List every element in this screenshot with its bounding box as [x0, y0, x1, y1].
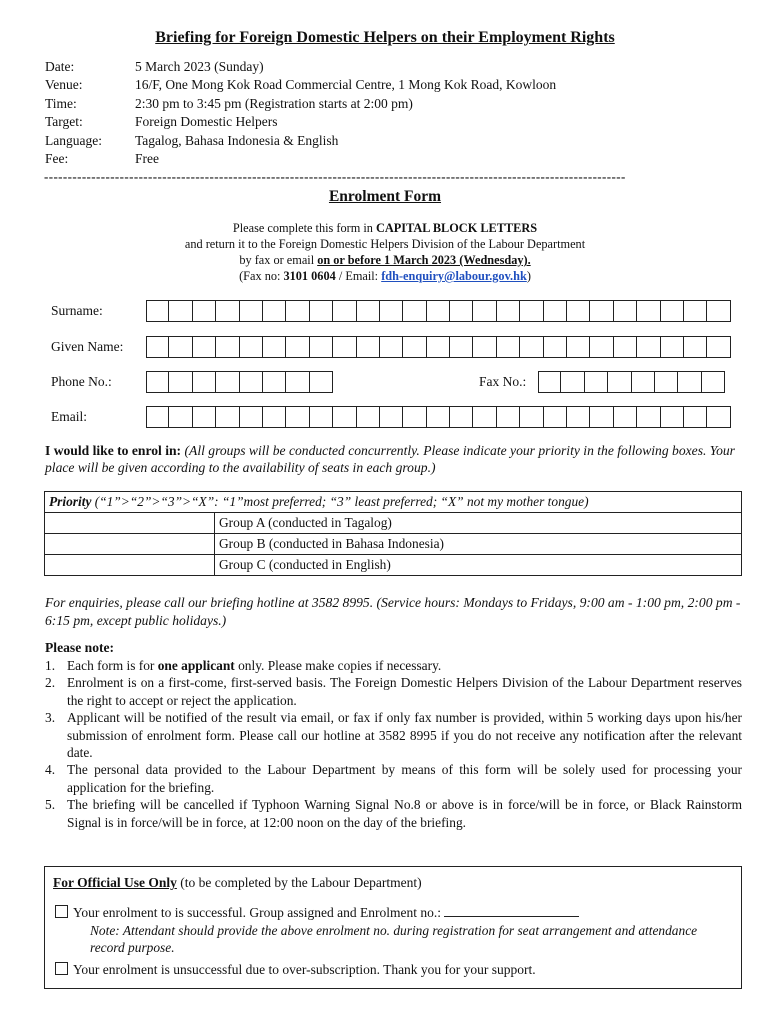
char-box[interactable] [632, 371, 655, 393]
group-label: Group A (conducted in Tagalog) [215, 513, 742, 534]
char-box[interactable] [520, 300, 543, 322]
char-box[interactable] [544, 406, 567, 428]
surname-input-boxes[interactable] [146, 300, 731, 322]
char-box[interactable] [216, 300, 239, 322]
given-name-label: Given Name: [51, 339, 124, 354]
priority-header [45, 492, 742, 513]
surname-label: Surname: [51, 303, 103, 318]
char-box[interactable] [427, 406, 450, 428]
note-text: Applicant will be notified of the result via email, or fax if only fax number is provided, within 5 working days upon his/her submission of enrolment form. Please call our hotline at 3582 8995 if you do not receive any notification after the relevant date. [67, 710, 742, 761]
notes-list [45, 657, 742, 831]
char-box[interactable] [193, 300, 216, 322]
instr-bold: CAPITAL BLOCK LETTERS [376, 221, 538, 235]
char-box[interactable] [310, 336, 333, 358]
char-box[interactable] [473, 336, 496, 358]
char-box[interactable] [450, 336, 473, 358]
instr-text: Please complete this form in [232, 221, 377, 235]
char-box[interactable] [684, 406, 707, 428]
info-label: Time: [45, 95, 77, 111]
enrolment-no-blank[interactable] [444, 904, 579, 917]
char-box[interactable] [333, 300, 356, 322]
char-box[interactable] [263, 300, 286, 322]
char-box[interactable] [357, 300, 380, 322]
email-link[interactable]: fdh-enquiry@labour.gov.hk [381, 269, 527, 283]
char-box[interactable] [216, 371, 239, 393]
instr-text: (Fax no: [239, 269, 284, 283]
priority-row [45, 513, 742, 534]
char-box[interactable] [497, 300, 520, 322]
info-value: Tagalog, Bahasa Indonesia & English [135, 132, 339, 148]
notes-title: Please note: [45, 640, 115, 655]
char-box[interactable] [357, 336, 380, 358]
char-box[interactable] [193, 336, 216, 358]
instr-text: / Email: [335, 269, 382, 283]
note-item [45, 796, 742, 831]
char-box[interactable] [357, 406, 380, 428]
official-title-text: For Official Use Only [53, 875, 177, 890]
char-box[interactable] [614, 300, 637, 322]
info-value: Foreign Domestic Helpers [135, 114, 278, 130]
note-number: 3. [45, 710, 56, 726]
priority-row [45, 534, 742, 555]
char-box[interactable] [590, 300, 613, 322]
priority-input-cell[interactable] [45, 555, 215, 576]
char-box[interactable] [544, 336, 567, 358]
char-box[interactable] [380, 300, 403, 322]
char-box[interactable] [333, 406, 356, 428]
note-text [67, 657, 742, 674]
char-box[interactable] [473, 300, 496, 322]
char-box[interactable] [497, 406, 520, 428]
char-box[interactable] [427, 336, 450, 358]
attendant-note: Note: Attendant should provide the above enrolment no. during registration for seat arrangement and attendance record purpose. [90, 923, 698, 955]
char-box[interactable] [637, 300, 660, 322]
char-box[interactable] [240, 406, 263, 428]
note-item [45, 761, 742, 796]
success-text: Your enrolment to is successful. Group assigned and Enrolment no.: [73, 905, 445, 920]
unsuccessful-checkbox[interactable] [55, 962, 68, 975]
info-label: Target: [45, 114, 83, 130]
note-text: The briefing will be cancelled if Typhoon Warning Signal No.8 or above is in force/will be in force, or Black Rainstorm Signal is in force/will be in force, at 12:00 noon on the day of the briefing. [67, 797, 742, 830]
note-item [45, 674, 742, 709]
info-label: Language: [45, 132, 102, 148]
priority-header-row [45, 492, 742, 513]
char-box[interactable] [146, 336, 169, 358]
instr-text: ) [526, 269, 531, 283]
char-box[interactable] [310, 406, 333, 428]
char-box[interactable] [497, 336, 520, 358]
enrol-lead: I would like to enrol in: [45, 443, 182, 458]
char-box[interactable] [678, 371, 701, 393]
note-number: 1. [45, 658, 56, 673]
char-box[interactable] [380, 406, 403, 428]
instr-text: by fax or email [239, 253, 318, 267]
char-box[interactable] [684, 336, 707, 358]
char-box[interactable] [240, 371, 263, 393]
char-box[interactable] [216, 336, 239, 358]
char-box[interactable] [450, 406, 473, 428]
char-box[interactable] [286, 371, 309, 393]
char-box[interactable] [263, 406, 286, 428]
info-row-date [45, 58, 556, 76]
info-value: 2:30 pm to 3:45 pm (Registration starts at 2:00 pm) [135, 95, 413, 111]
char-box[interactable] [263, 371, 286, 393]
note-item [45, 709, 742, 761]
char-box[interactable] [614, 336, 637, 358]
given-name-input-boxes[interactable] [146, 336, 731, 358]
char-box[interactable] [661, 336, 684, 358]
priority-input-cell[interactable] [45, 534, 215, 555]
page-title: Briefing for Foreign Domestic Helpers on their Employment Rights [155, 29, 615, 46]
char-box[interactable] [590, 336, 613, 358]
char-box[interactable] [614, 406, 637, 428]
form-instructions [0, 220, 770, 284]
char-box[interactable] [310, 371, 333, 393]
form-title: Enrolment Form [328, 188, 442, 205]
email-label: Email: [51, 409, 87, 424]
char-box[interactable] [403, 300, 426, 322]
char-box[interactable] [169, 371, 192, 393]
enrol-text: (All groups will be conducted concurrently. Please indicate your priority in the following boxes. Your place will be given according to the availability of seats in each group.) [45, 443, 735, 475]
char-box[interactable] [169, 336, 192, 358]
char-box[interactable] [655, 371, 678, 393]
char-box[interactable] [169, 406, 192, 428]
info-row-fee [45, 150, 556, 168]
char-box[interactable] [146, 406, 169, 428]
char-box[interactable] [286, 406, 309, 428]
info-label: Venue: [45, 77, 83, 93]
char-box[interactable] [608, 371, 631, 393]
priority-table [44, 491, 742, 576]
deadline-text: on or before 1 March 2023 (Wednesday). [317, 253, 531, 267]
char-box[interactable] [567, 336, 590, 358]
char-box[interactable] [193, 406, 216, 428]
group-label: Group C (conducted in English) [215, 555, 742, 576]
char-box[interactable] [240, 300, 263, 322]
char-box[interactable] [286, 300, 309, 322]
info-label: Date: [45, 59, 75, 74]
char-box[interactable] [216, 406, 239, 428]
note-number: 5. [45, 797, 56, 813]
enrol-instruction [45, 442, 742, 476]
char-box[interactable] [473, 406, 496, 428]
char-box[interactable] [561, 371, 584, 393]
char-box[interactable] [169, 300, 192, 322]
char-box[interactable] [310, 300, 333, 322]
enquiry-text: For enquiries, please call our briefing hotline at 3582 8995. (Service hours: Mondays to Fridays, 9:00 am - 1:00 pm, 2:00 pm - 6:15 pm, except public holidays.) [45, 595, 741, 628]
fax-input-boxes[interactable] [538, 371, 725, 393]
char-box[interactable] [585, 371, 608, 393]
info-row-language [45, 132, 556, 150]
phone-input-boxes[interactable] [146, 371, 333, 393]
instr-text: and return it to the Foreign Domestic Helpers Division of the Labour Department [184, 237, 586, 251]
info-value: Free [135, 151, 159, 167]
char-box[interactable] [520, 336, 543, 358]
dashed-divider: --------------------------------------------------------------------------------------------------------------------------- [44, 170, 626, 184]
char-box[interactable] [263, 336, 286, 358]
note-item [45, 657, 742, 674]
success-line [55, 904, 579, 921]
priority-head-bold: Priority [49, 494, 92, 509]
group-label: Group B (conducted in Bahasa Indonesia) [215, 534, 742, 555]
note-post: only. Please make copies if necessary. [234, 658, 442, 673]
char-box[interactable] [684, 300, 707, 322]
char-box[interactable] [403, 406, 426, 428]
char-box[interactable] [661, 300, 684, 322]
char-box[interactable] [333, 336, 356, 358]
char-box[interactable] [450, 300, 473, 322]
char-box[interactable] [637, 336, 660, 358]
char-box[interactable] [590, 406, 613, 428]
char-box[interactable] [538, 371, 561, 393]
note-pre: Each form is for [67, 658, 158, 673]
char-box[interactable] [707, 406, 730, 428]
official-title [53, 875, 422, 891]
info-value: 5 March 2023 (Sunday) [135, 59, 264, 74]
char-box[interactable] [567, 300, 590, 322]
note-bold: one applicant [157, 658, 235, 673]
char-box[interactable] [702, 371, 725, 393]
char-box[interactable] [567, 406, 590, 428]
priority-row [45, 555, 742, 576]
info-row-target [45, 113, 556, 131]
fax-number: 3101 0604 [283, 269, 336, 283]
official-use-box [44, 866, 742, 989]
unsuccessful-line [55, 962, 536, 978]
char-box[interactable] [193, 371, 216, 393]
char-box[interactable] [707, 336, 730, 358]
priority-input-cell[interactable] [45, 513, 215, 534]
char-box[interactable] [707, 300, 730, 322]
note-number: 4. [45, 762, 56, 778]
event-info [45, 58, 556, 168]
char-box[interactable] [403, 336, 426, 358]
char-box[interactable] [146, 300, 169, 322]
email-input-boxes[interactable] [146, 406, 731, 428]
note-number: 2. [45, 675, 56, 691]
phone-label: Phone No.: [51, 374, 112, 389]
char-box[interactable] [661, 406, 684, 428]
char-box[interactable] [520, 406, 543, 428]
char-box[interactable] [240, 336, 263, 358]
char-box[interactable] [146, 371, 169, 393]
note-text: Enrolment is on a first-come, first-served basis. The Foreign Domestic Helpers Division of the Labour Department reserves the right to accept or reject the application. [67, 675, 742, 708]
char-box[interactable] [544, 300, 567, 322]
note-text: The personal data provided to the Labour Department by means of this form will be solely used for processing your application for the briefing. [67, 762, 742, 795]
success-checkbox[interactable] [55, 905, 68, 918]
unsuccessful-text: Your enrolment is unsuccessful due to over-subscription. Thank you for your support. [73, 962, 536, 977]
char-box[interactable] [286, 336, 309, 358]
official-title-note: (to be completed by the Labour Department) [176, 875, 422, 890]
char-box[interactable] [637, 406, 660, 428]
fax-label: Fax No.: [479, 374, 527, 389]
char-box[interactable] [427, 300, 450, 322]
char-box[interactable] [380, 336, 403, 358]
info-value: 16/F, One Mong Kok Road Commercial Centre, 1 Mong Kok Road, Kowloon [135, 77, 557, 93]
info-row-venue [45, 76, 556, 94]
priority-head-text: (“1”>“2”>“3”>“X”: “1”most preferred; “3” least preferred; “X” not my mother tongue) [91, 494, 589, 509]
info-row-time [45, 95, 556, 113]
info-label: Fee: [45, 151, 69, 167]
